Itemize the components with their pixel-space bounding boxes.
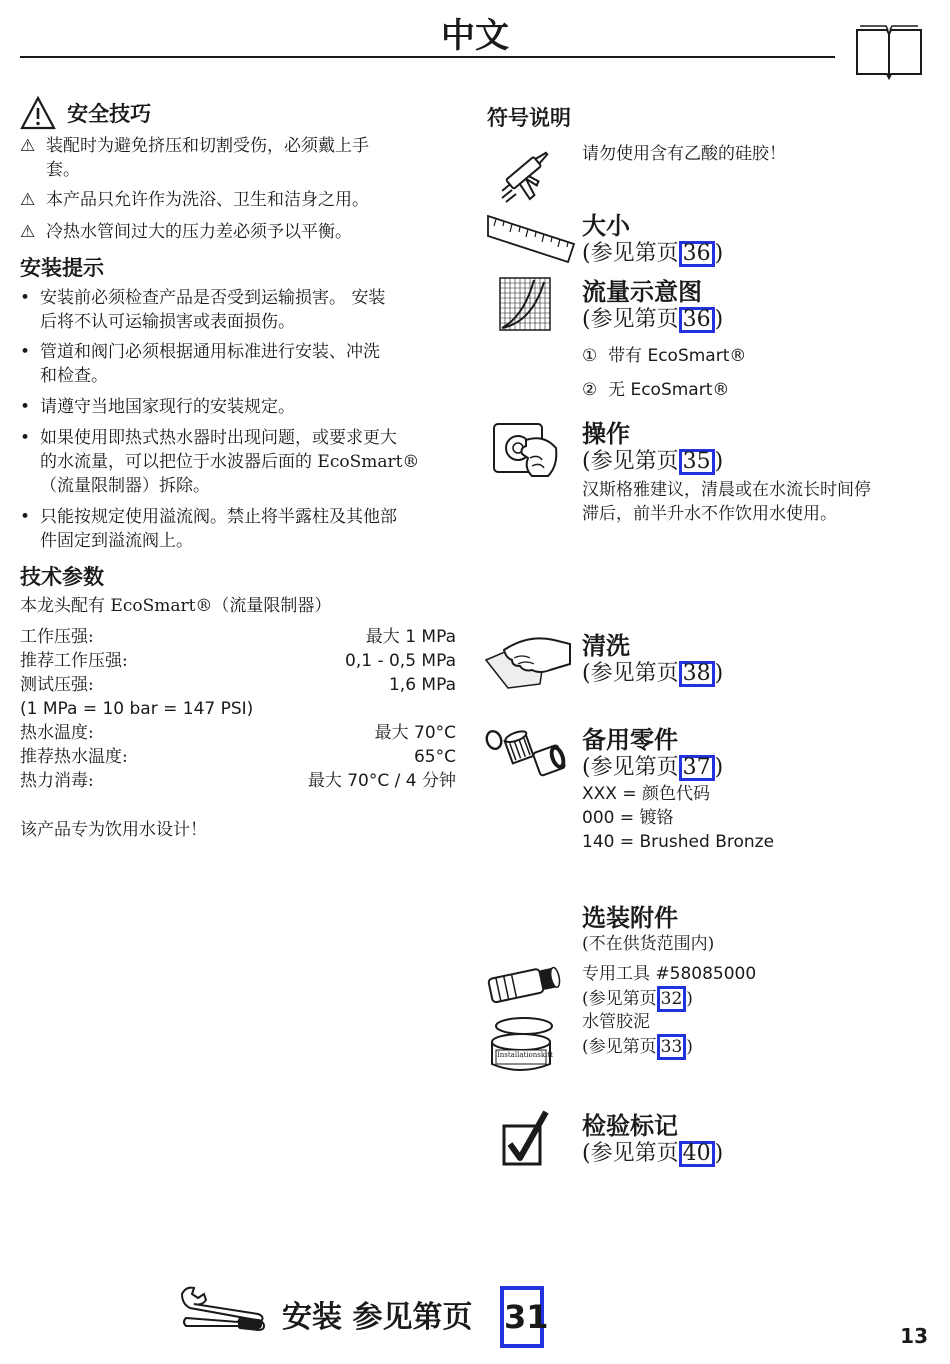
install-bullet-5: • 只能按规定使用溢流阀。禁止将半露柱及其他部 件固定到溢流阀上。 xyxy=(20,507,397,551)
accessories-note: (不在供货范围内) xyxy=(582,934,715,954)
book-icon xyxy=(855,24,923,84)
operate-note-line-1: 汉斯格雅建议，清晨或在水流长时间停 xyxy=(582,480,871,500)
safety-heading: 安全技巧 xyxy=(67,101,152,126)
safety-item-1: ⚠ 装配时为避免挤压和切割受伤，必须戴上手 xyxy=(20,136,369,156)
silicone-note: 请勿使用含有乙酸的硅胶！ xyxy=(582,144,786,164)
install-bullet-1: • 安装前必须检查产品是否受到运输损害。 安装 后将不认可运输损害或表面损伤。 xyxy=(20,288,386,332)
page-ref-link[interactable]: 40 xyxy=(679,1141,715,1167)
flow-ref-line: (参见第页 36 ) xyxy=(582,307,724,332)
page-ref-link[interactable]: 36 xyxy=(679,241,715,267)
warning-icon xyxy=(20,96,56,130)
operate-title: 操作 xyxy=(582,419,630,448)
operate-note-line-2: 滞后，前半升水不作饮用水使用。 xyxy=(582,504,837,524)
color-code-line: XXX = 颜色代码 xyxy=(582,784,710,804)
safety-item-3: ⚠ 冷热水管间过大的压力差必须予以平衡。 xyxy=(20,222,352,242)
symbols-heading: 符号说明 xyxy=(487,105,571,130)
paste-can-icon xyxy=(486,1014,556,1078)
flow-option-2: ② 无 EcoSmart® xyxy=(582,380,730,400)
test-title: 检验标记 xyxy=(582,1111,678,1140)
clean-ref-line: (参见第页 38 ) xyxy=(582,661,724,686)
spec-row: (1 MPa = 10 bar = 147 PSI) xyxy=(20,699,254,719)
page-number: 13 xyxy=(900,1324,928,1348)
install-bullet-4: • 如果使用即热式热水器时出现问题，或要求更大 的水流量，可以把位于水波器后面的 EcoSmart® （流量限制器）拆除。 xyxy=(20,428,420,496)
spec-row: 热力消毒: 最大 70°C / 4 分钟 xyxy=(20,771,456,791)
spare-title: 备用零件 xyxy=(582,725,678,754)
special-tool-icon xyxy=(484,962,564,1012)
tech-intro: 本龙头配有 EcoSmart®（流量限制器） xyxy=(20,596,332,616)
safety-heading-row xyxy=(20,96,151,130)
install-footer-label: 安装 参见第页 xyxy=(282,1300,473,1335)
spare-ref-line: (参见第页 37 ) xyxy=(582,755,724,780)
tech-note: 该产品专为饮用水设计！ xyxy=(20,820,207,840)
special-tool-text: 专用工具 #58085000 xyxy=(582,964,757,984)
spec-row: 测试压强: 1,6 MPa xyxy=(20,675,456,695)
page-ref-link[interactable]: 35 xyxy=(679,449,715,475)
tools-icon xyxy=(178,1284,268,1338)
clean-title: 清洗 xyxy=(582,631,630,660)
test-ref-line: (参见第页 40 ) xyxy=(582,1141,724,1166)
safety-item-1-cont: 套。 xyxy=(46,160,80,180)
paste-text: 水管胶泥 xyxy=(582,1012,650,1032)
flow-chart-icon xyxy=(498,276,552,336)
silicone-gun-icon xyxy=(492,140,558,210)
accessories-title: 选装附件 xyxy=(582,903,678,932)
ruler-icon xyxy=(486,208,576,268)
install-bullet-2: • 管道和阀门必须根据通用标准进行安装、冲洗 和检查。 xyxy=(20,342,380,386)
safety-item-2: ⚠ 本产品只允许作为洗浴、卫生和洁身之用。 xyxy=(20,190,369,210)
can-label: Installationskitt xyxy=(497,1051,553,1059)
aerator-parts-icon xyxy=(484,718,570,784)
checkbox-icon xyxy=(500,1108,552,1172)
page-ref-link[interactable]: 36 xyxy=(679,307,715,333)
install-page-ref[interactable]: 31 xyxy=(500,1286,544,1348)
spec-row: 工作压强: 最大 1 MPa xyxy=(20,627,456,647)
operate-hand-icon xyxy=(492,418,562,484)
page-ref-link[interactable]: 32 xyxy=(657,986,687,1012)
tool-ref-line: (参见第页 32 ) xyxy=(582,986,693,1012)
page-ref-link[interactable]: 33 xyxy=(657,1034,687,1060)
size-ref-line: (参见第页 36 ) xyxy=(582,241,724,266)
page-title: 中文 xyxy=(441,16,509,56)
spec-row: 热水温度: 最大 70°C xyxy=(20,723,456,743)
size-title: 大小 xyxy=(582,211,630,240)
install-bullet-3: • 请遵守当地国家现行的安装规定。 xyxy=(20,397,295,417)
operate-ref-line: (参见第页 35 ) xyxy=(582,449,724,474)
flow-title: 流量示意图 xyxy=(582,277,702,306)
cleaning-cloth-icon xyxy=(484,630,574,694)
warning-icon: ⚠ xyxy=(20,190,36,210)
warning-icon: ⚠ xyxy=(20,222,36,242)
page-ref-link[interactable]: 37 xyxy=(679,755,715,781)
flow-option-1: ① 带有 EcoSmart® xyxy=(582,346,747,366)
spec-row: 推荐热水温度: 65°C xyxy=(20,747,456,767)
tech-heading: 技术参数 xyxy=(20,564,104,589)
warning-icon: ⚠ xyxy=(20,136,36,156)
color-code-line: 140 = Brushed Bronze xyxy=(582,832,775,852)
color-code-line: 000 = 镀铬 xyxy=(582,808,674,828)
header-rule xyxy=(20,56,835,58)
paste-ref-line: (参见第页 33 ) xyxy=(582,1034,693,1060)
install-heading: 安装提示 xyxy=(20,255,104,280)
spec-row: 推荐工作压强: 0,1 - 0,5 MPa xyxy=(20,651,456,671)
page-ref-link[interactable]: 38 xyxy=(679,661,715,687)
